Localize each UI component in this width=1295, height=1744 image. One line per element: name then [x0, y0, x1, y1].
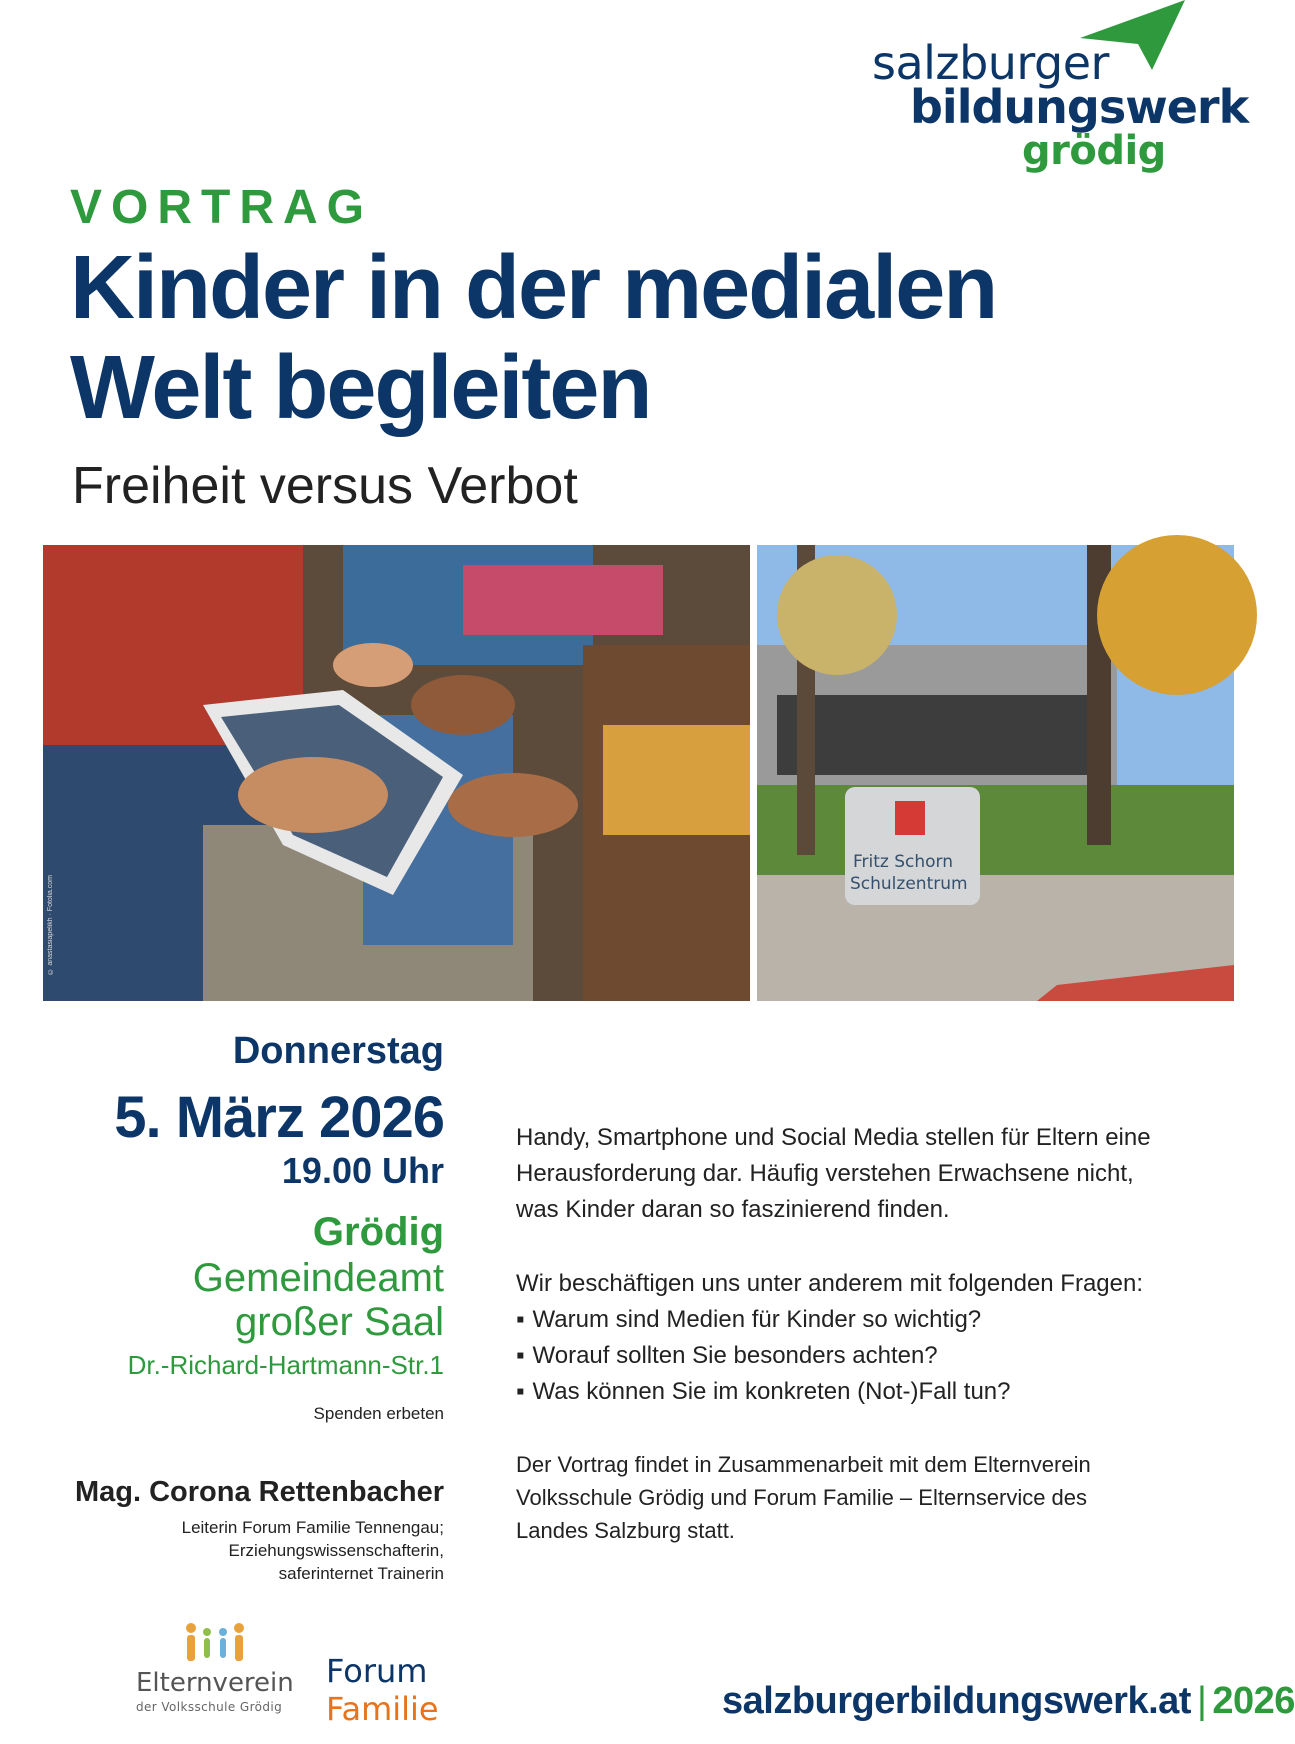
photo-credit: © anastasiapelikh · Fotolia.com [47, 875, 54, 975]
list-item: ▪ Was können Sie im konkreten (Not-)Fall tun? [516, 1374, 1196, 1410]
questions-paragraph [516, 1266, 1196, 1410]
elternverein-name: Elternverein [136, 1668, 294, 1698]
footer-separator: | [1196, 1680, 1207, 1722]
intro-line3: was Kinder daran so faszinierend finden. [516, 1196, 950, 1223]
logo-salzburger: salzburger [872, 36, 1109, 90]
page-title: Kinder in der medialen Welt begleiten [70, 238, 997, 438]
list-item: ▪ Warum sind Medien für Kinder so wichtig? [516, 1302, 1196, 1338]
logo-bildungswerk: bildungswerk [910, 80, 1249, 134]
forum-familie-line2: Familie [326, 1690, 439, 1728]
event-venue-line1: Gemeindeamt [192, 1256, 444, 1300]
event-time: 19.00 Uhr [281, 1150, 444, 1191]
event-date: 5. März 2026 [114, 1085, 444, 1150]
cooperation-line3: Landes Salzburg statt. [516, 1518, 735, 1543]
intro-line2: Herausforderung dar. Häufig verstehen Erwachsene nicht, [516, 1160, 1134, 1187]
speaker-name: Mag. Corona Rettenbacher [75, 1476, 444, 1508]
sign-line2: Schulzentrum [850, 874, 968, 894]
cooperation-paragraph [516, 1448, 1196, 1547]
questions-list [516, 1302, 1196, 1410]
website-link[interactable]: salzburgerbildungswerk.at [722, 1680, 1191, 1722]
cooperation-line2: Volksschule Grödig und Forum Familie – Elternservice des [516, 1485, 1088, 1510]
page-subtitle: Freiheit versus Verbot [72, 457, 578, 515]
intro-line1: Handy, Smartphone und Social Media stellen für Eltern eine [516, 1124, 1151, 1151]
footer-year: 2026 [1212, 1680, 1295, 1722]
speaker-role [0, 1516, 444, 1585]
questions-intro: Wir beschäftigen uns unter anderem mit folgenden Fragen: [516, 1270, 1144, 1297]
speaker-role-line3: saferinternet Trainerin [278, 1564, 444, 1583]
event-venue-line2: großer Saal [235, 1300, 444, 1344]
speaker-role-line1: Leiterin Forum Familie Tennengau; [181, 1518, 444, 1537]
speaker-role-line2: Erziehungswissenschafterin, [228, 1541, 444, 1560]
elternverein-family-icon [183, 1620, 247, 1669]
sign-line1: Fritz Schorn [853, 852, 954, 872]
footer-url [722, 1680, 1295, 1723]
event-street: Dr.-Richard-Hartmann-Str.1 [127, 1350, 444, 1380]
forum-familie-line1: Forum [326, 1652, 428, 1690]
intro-paragraph [516, 1120, 1196, 1228]
logo-grodig: grödig [1022, 128, 1166, 174]
list-item: ▪ Worauf sollten Sie besonders achten? [516, 1338, 1196, 1374]
donation-note: Spenden erbeten [313, 1404, 444, 1423]
photo-children-tablet [43, 545, 750, 1001]
elternverein-subtitle: der Volksschule Grödig [136, 1700, 283, 1714]
event-place: Grödig [312, 1210, 444, 1254]
cooperation-line1: Der Vortrag findet in Zusammenarbeit mit dem Elternverein [516, 1452, 1091, 1477]
photo-school-sign [757, 545, 1234, 1001]
kicker-label: VORTRAG [70, 181, 373, 234]
event-day: Donnerstag [232, 1030, 444, 1072]
